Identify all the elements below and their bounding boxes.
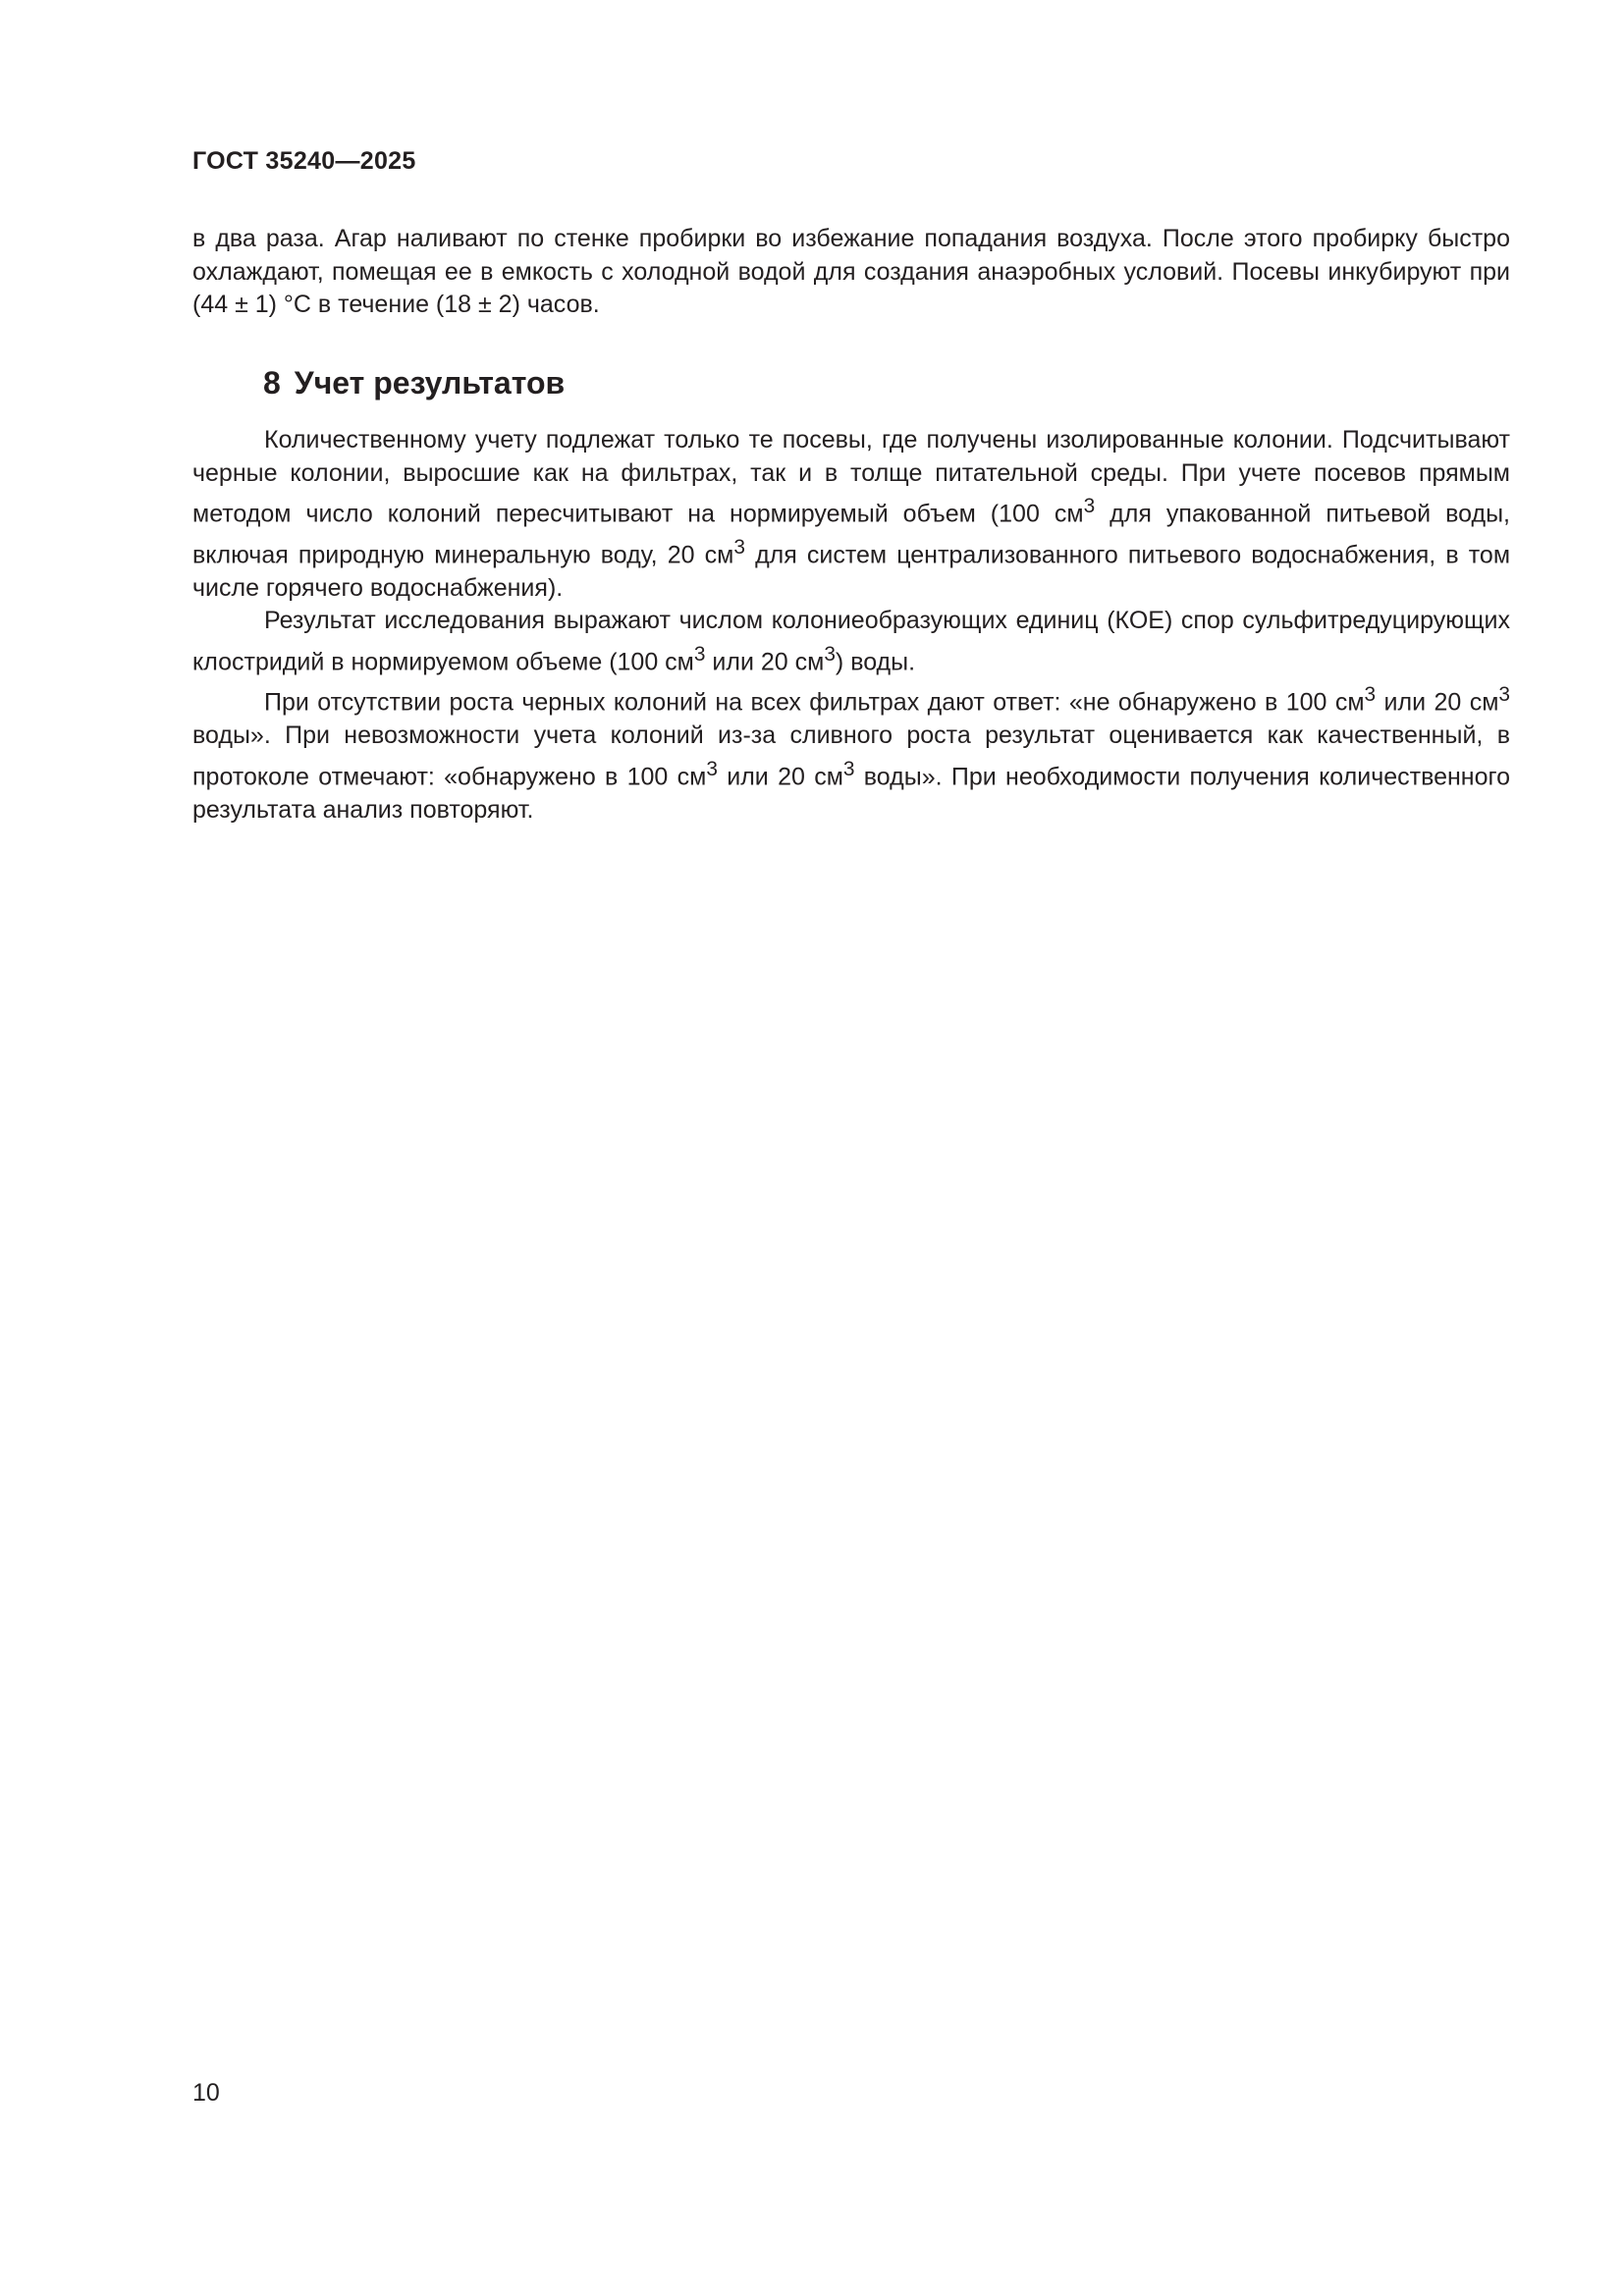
paragraph-result-expression: Результат исследования выражают числом колониеобразующих единиц (КОЕ) спор сульфитредуцирующих клостридий в нормируемом объеме (100 $см^3$ или 20 $см^3$) воды. <box>192 607 1510 675</box>
section-heading <box>263 365 565 401</box>
paragraph-counting: Количественному учету подлежат только те посевы, где получены изолированные колонии. Подсчитывают черные колонии, выросшие как на фильтрах, так и в толще питательной среды. При учете посевов прямым методом число колоний пересчитывают на нормируемый объем (100 $см^3$ для упакованной питьевой воды, включая природную минеральную воду, 20 $см^3$ для систем централизованного питьевого водоснабжения, в том числе горячего водоснабжения). <box>192 426 1511 602</box>
intro-paragraph: в два раза. Агар наливают по стенке пробирки во избежание попадания воздуха. После этого пробирку быстро охлаждают, помещая ее в емкость с холодной водой для создания анаэробных условий. Посевы инкубируют при (44 ± 1) °С в течение (18 ± 2) часов. <box>192 225 1510 318</box>
paragraph-no-growth: При отсутствии роста черных колоний на всех фильтрах дают ответ: «не обнаружено в 100 $см^3$ или 20 $см^3$ воды». При невозможности учета колоний из-за сливного роста результат оценивается как качественный, в протоколе отмечают: «обнаружено в 100 $см^3$ или 20 $см^3$ воды». При необходимости получения количественного результата анализ повторяют. <box>192 683 1510 824</box>
section-number: 8 <box>263 365 281 400</box>
page-number: 10 <box>192 2079 220 2107</box>
section-title: Учет результатов <box>294 365 566 400</box>
results-block <box>192 424 1510 827</box>
intro-block <box>192 223 1510 322</box>
document-header: ГОСТ 35240—2025 <box>192 147 416 175</box>
